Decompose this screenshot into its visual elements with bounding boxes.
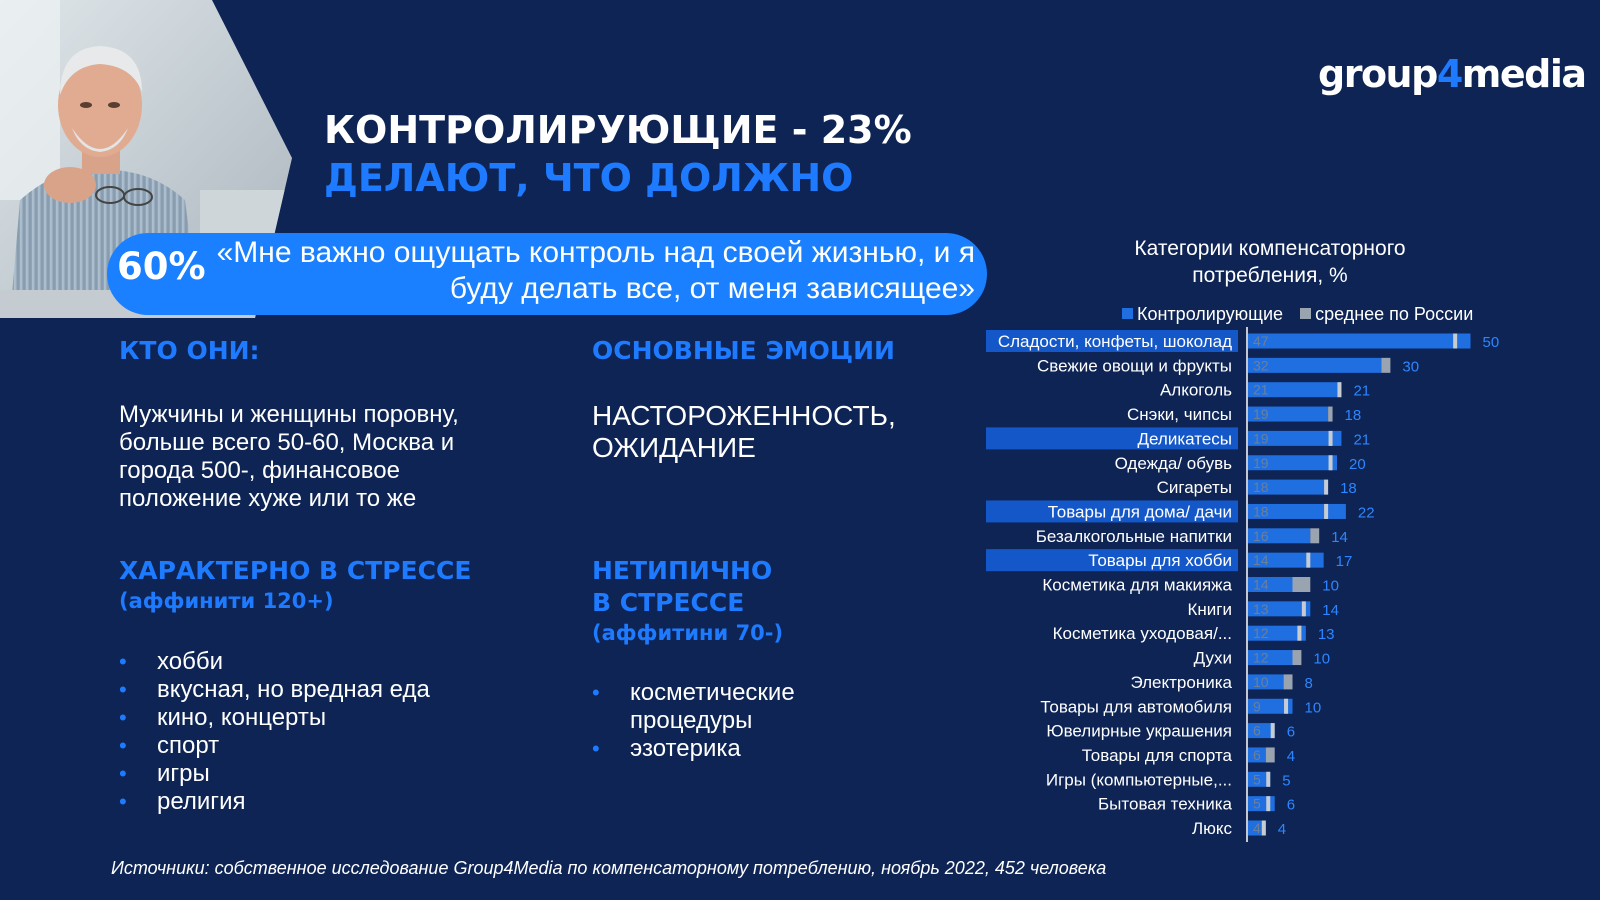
bar-controlling [1248,334,1471,349]
value-label-controlling: 21 [1353,382,1371,400]
value-label-controlling: 6 [1286,796,1296,814]
category-label: Снэки, чипсы [1127,405,1232,425]
bar-russia-marker [1329,431,1333,446]
quote-percent: 60% [117,245,206,288]
list-item: • кино, концерты [119,704,430,732]
list-item: • эзотерика [592,735,852,763]
atypical-sub: (аффитини 70-) [592,621,784,645]
value-label-russia: 18 [1253,479,1269,496]
bar-russia-marker [1329,455,1333,470]
category-label: Безалкогольные напитки [1035,526,1232,546]
category-label: Духи [1193,648,1232,668]
emotions-text: НАСТОРОЖЕННОСТЬ, ОЖИДАНИЕ [592,400,896,463]
bar-russia-excess [1310,528,1319,543]
who-text: Мужчины и женщины поровну, больше всего 50-60, Москва и города 500-, финансовое положение хуже или то же [119,401,459,512]
value-label-russia: 5 [1253,771,1261,788]
category-label: Алкоголь [1159,380,1232,400]
value-label-controlling: 50 [1482,334,1500,351]
category-label: Игры (компьютерные,... [1045,770,1232,790]
value-label-controlling: 14 [1322,601,1339,619]
bar-controlling [1248,723,1275,738]
bar-russia-marker [1262,821,1266,836]
value-label-controlling: 4 [1277,821,1287,838]
bar-russia-marker [1324,480,1328,495]
bar-russia-marker [1306,553,1310,568]
bar-russia-marker [1324,504,1328,519]
value-label-russia: 32 [1253,357,1269,374]
bar-russia-marker [1266,772,1270,787]
list-item: • косметические процедуры [592,679,852,735]
value-label-controlling: 13 [1317,626,1335,644]
value-label-controlling: 22 [1357,504,1375,522]
value-label-controlling: 6 [1286,723,1296,741]
bar-russia-excess [1382,358,1391,373]
value-label-russia: 4 [1253,820,1261,836]
category-label: Ювелирные украшения [1046,721,1232,741]
logo-part-media: media [1461,52,1586,96]
value-label-russia: 47 [1253,333,1269,349]
value-label-russia: 6 [1253,746,1261,763]
category-label: Товары для хобби [1088,551,1232,571]
chart-title: Категории компенсаторного потребления, % [1134,237,1406,287]
value-label-controlling: 18 [1340,480,1357,498]
category-label: Товары для спорта [1081,745,1232,765]
category-label: Одежда/ обувь [1114,453,1232,473]
logo-part-4: 4 [1436,52,1462,96]
value-label-russia: 9 [1253,698,1261,715]
value-label-russia: 14 [1253,552,1269,569]
category-label: Товары для дома/ дачи [1047,502,1232,522]
value-label-controlling: 14 [1331,528,1348,546]
value-label-russia: 6 [1253,722,1261,739]
category-label: Люкс [1191,819,1232,838]
bar-russia-excess [1284,674,1293,689]
value-label-controlling: 10 [1313,650,1331,668]
category-label: Сигареты [1156,478,1232,498]
value-label-controlling: 5 [1282,772,1291,790]
quote-text: «Мне важно ощущать контроль над своей жизнью, и я буду делать все, от меня зависящее» [216,236,975,305]
list-item: • вкусная, но вредная еда [119,676,430,704]
who-header: КТО ОНИ: [119,336,260,365]
bar-russia-marker [1453,334,1457,349]
value-label-russia: 19 [1253,430,1269,447]
value-label-russia: 21 [1253,381,1269,398]
category-label: Товары для автомобиля [1040,697,1232,717]
value-label-russia: 16 [1253,527,1269,544]
value-label-controlling: 21 [1353,431,1371,449]
value-label-russia: 19 [1253,406,1269,423]
category-label: Косметика для макияжа [1042,575,1232,595]
value-label-russia: 14 [1253,576,1269,593]
category-label: Книги [1187,599,1232,619]
legend-label-controlling: Контролирующие [1137,304,1284,324]
bar-russia-marker [1337,382,1341,397]
list-item: • хобби [119,648,430,676]
value-label-russia: 12 [1253,625,1269,642]
source-note: Источники: собственное исследование Group4Media по компенсаторному потреблению, ноябрь 2022, 452 человека [111,858,1107,878]
category-label: Косметика уходовая/... [1052,624,1232,644]
bar-russia-excess [1328,407,1332,422]
value-label-russia: 19 [1253,454,1269,471]
bar-russia-excess [1266,747,1275,762]
value-label-russia: 13 [1253,600,1269,617]
page-subtitle: ДЕЛАЮТ, ЧТО ДОЛЖНО [324,156,854,200]
category-label: Свежие овощи и фрукты [1037,356,1232,376]
page-title: КОНТРОЛИРУЮЩИЕ - 23% [324,108,912,152]
typical-header: ХАРАКТЕРНО В СТРЕССЕ [119,556,472,585]
category-label: Сладости, конфеты, шоколад [997,332,1232,351]
value-label-russia: 12 [1253,649,1269,666]
category-label: Деликатесы [1137,429,1232,449]
value-label-russia: 5 [1253,795,1261,812]
logo-part-group: group [1318,52,1437,96]
value-label-controlling: 17 [1335,553,1353,571]
list-item: • спорт [119,732,430,760]
list-item: • игры [119,760,430,788]
atypical-header-line2: В СТРЕССЕ [592,588,745,617]
bar-russia-excess [1293,577,1311,592]
value-label-controlling: 8 [1304,674,1313,692]
emotions-header: ОСНОВНЫЕ ЭМОЦИИ [592,336,895,365]
bar-russia-marker [1284,699,1288,714]
bar-russia-marker [1297,626,1301,641]
bar-russia-excess [1293,650,1302,665]
value-label-controlling: 20 [1349,455,1366,473]
bar-russia-marker [1266,796,1270,811]
value-label-controlling: 4 [1286,747,1296,765]
value-label-controlling: 18 [1344,407,1362,425]
bar-russia-marker [1302,601,1306,616]
value-label-russia: 18 [1253,503,1269,520]
bar-controlling [1248,796,1275,811]
list-item: • религия [119,788,430,816]
category-label: Бытовая техника [1098,794,1232,814]
value-label-controlling: 10 [1322,577,1339,595]
bar-russia-marker [1271,723,1275,738]
category-label: Электроника [1130,672,1232,692]
legend-label-russia: среднее по России [1315,304,1474,324]
atypical-header-line1: НЕТИПИЧНО [592,556,773,585]
value-label-russia: 10 [1253,673,1269,690]
typical-sub: (аффинити 120+) [119,589,334,613]
value-label-controlling: 30 [1402,358,1420,376]
value-label-controlling: 10 [1304,699,1322,717]
